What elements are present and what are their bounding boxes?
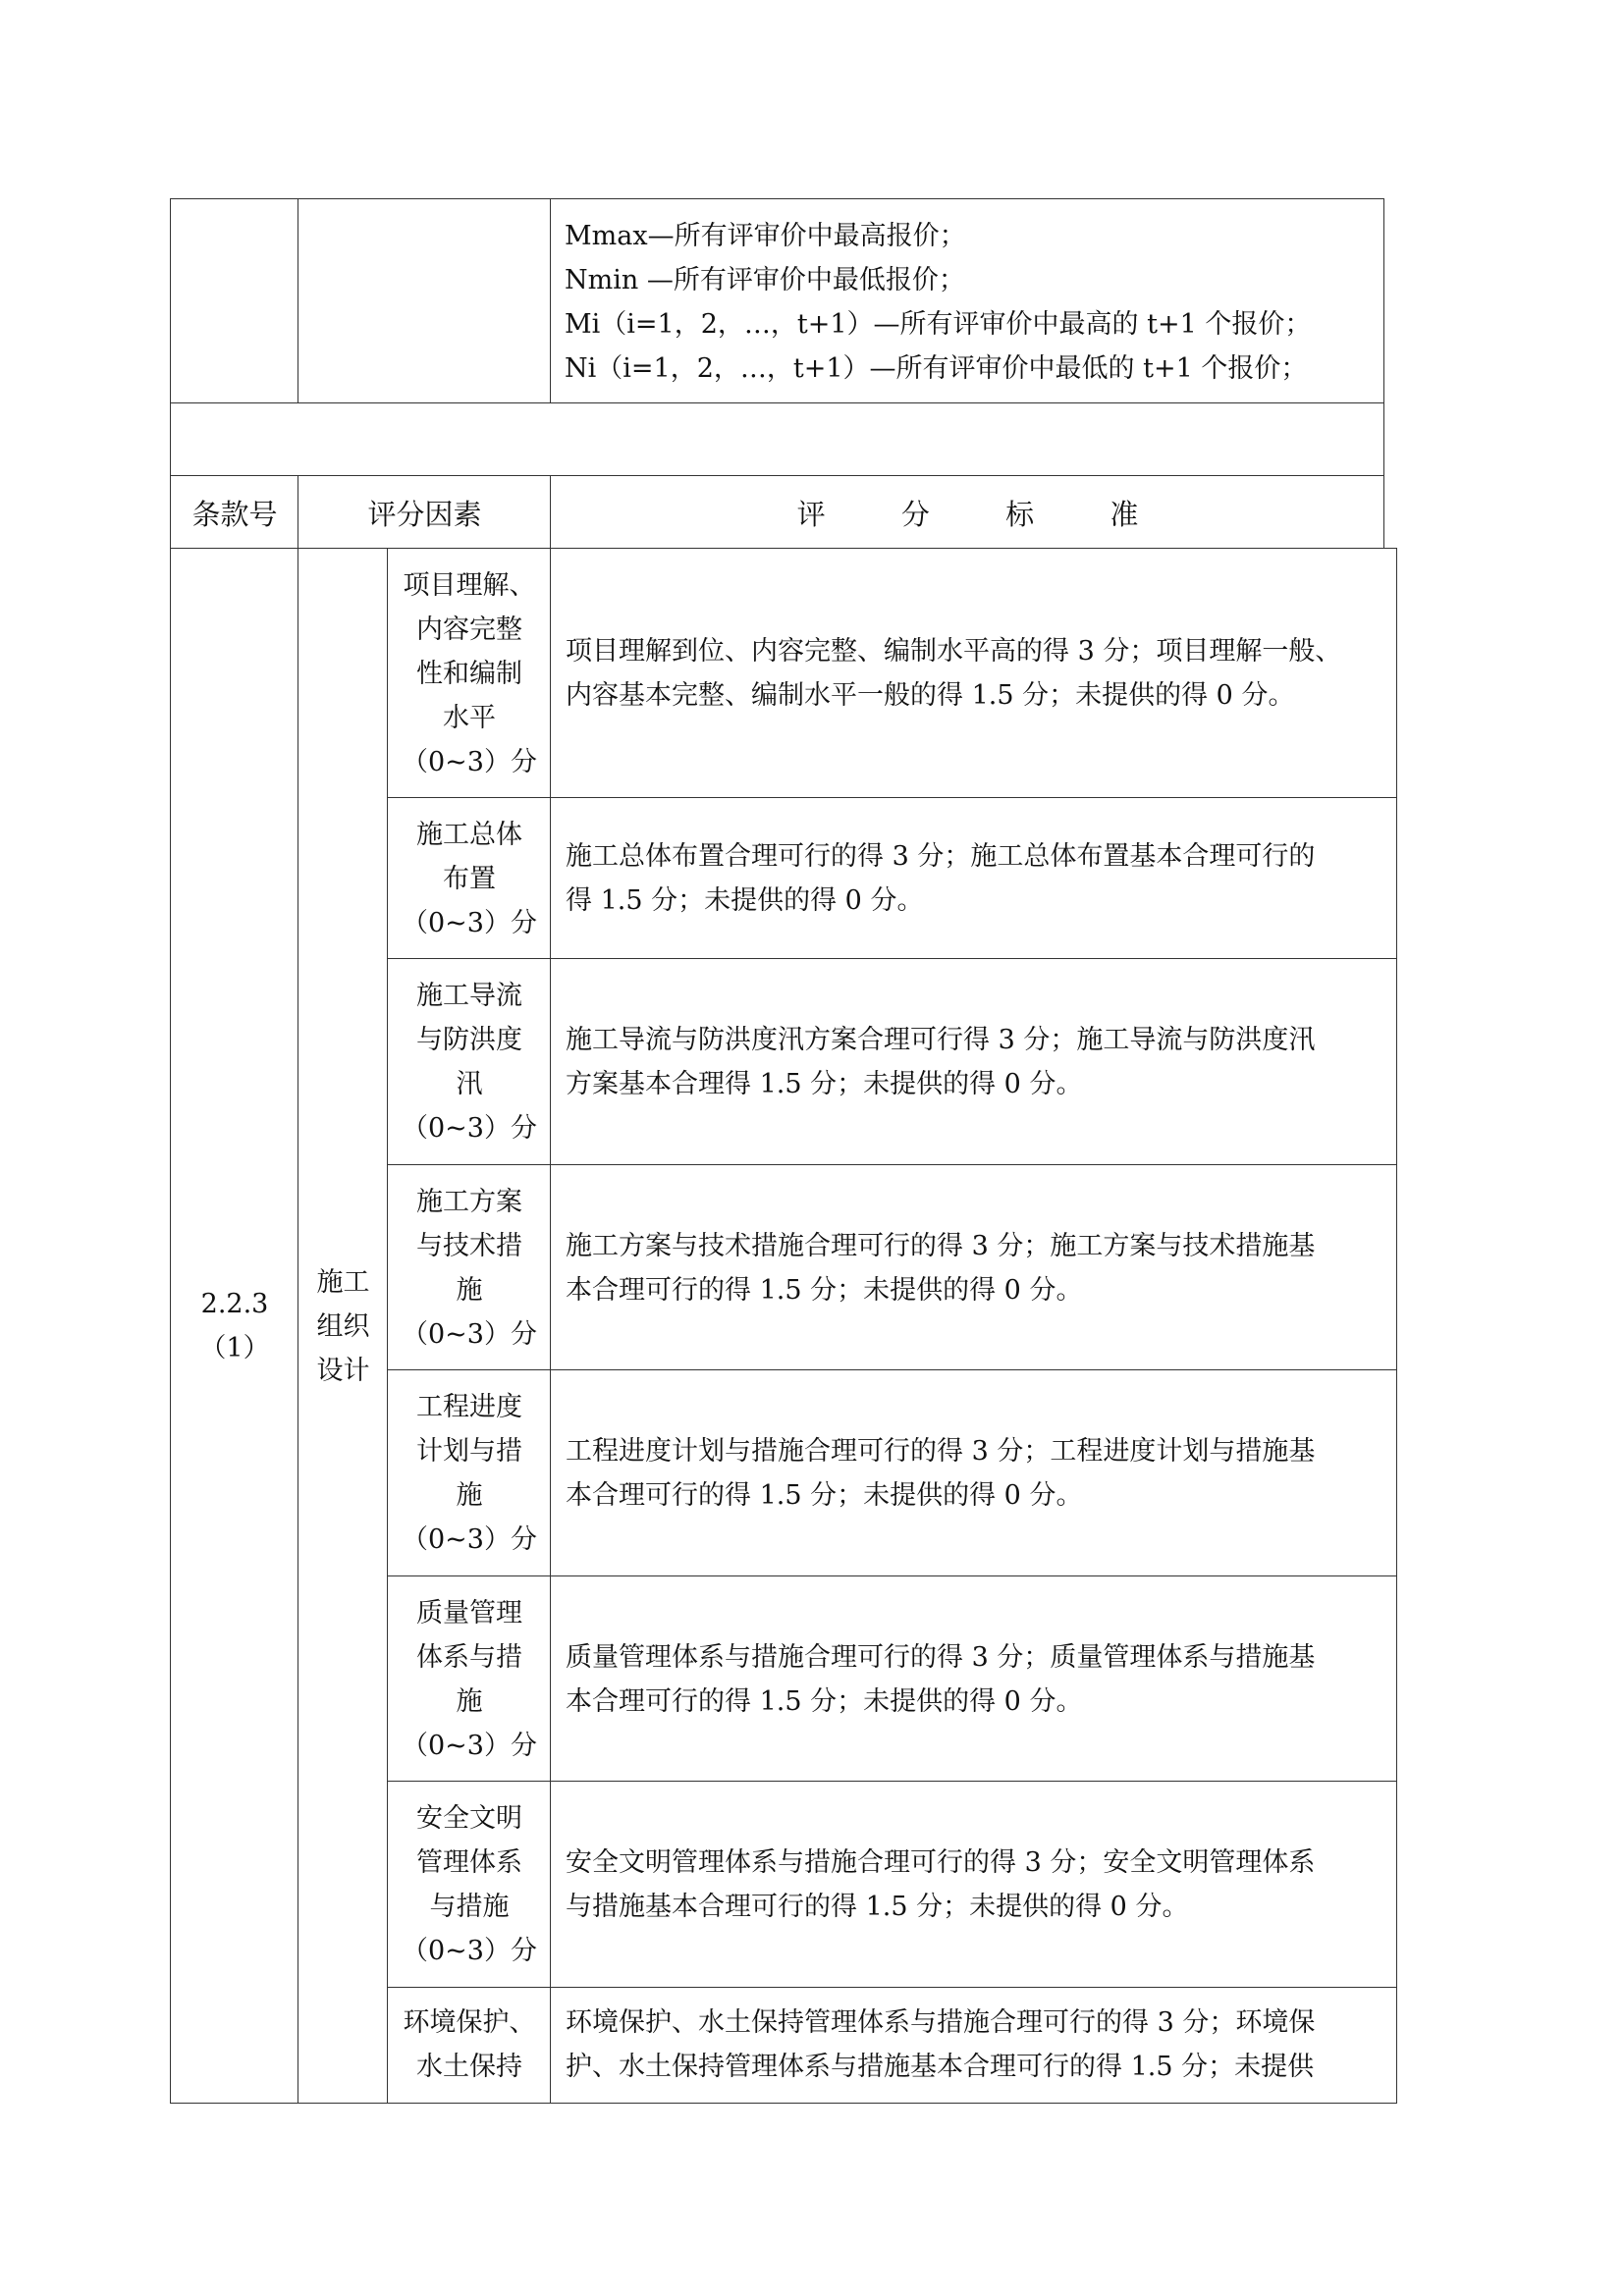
rule — [387, 1164, 1397, 1165]
criteria-cell — [566, 550, 1392, 797]
sub-factor-line: 性和编制 — [416, 658, 522, 689]
rule — [387, 1369, 1397, 1370]
criteria-line: 内容基本完整、编制水平一般的得 1.5 分；未提供的得 0 分。 — [566, 680, 1295, 711]
sub-factor-line: 与技术措 — [416, 1230, 522, 1261]
sub-factor-line: 体系与措 — [416, 1641, 522, 1673]
formula-notes — [565, 214, 1380, 391]
clause-line: 2.2.3 — [200, 1289, 269, 1319]
rule — [170, 402, 1384, 403]
rule — [170, 198, 1384, 199]
rule — [170, 548, 1397, 549]
rule — [387, 797, 1397, 798]
factor-line: 组织 — [316, 1310, 370, 1342]
sub-factor-line: 施 — [456, 1480, 483, 1511]
rule — [387, 1781, 1397, 1782]
rule — [1396, 548, 1397, 2103]
criteria-cell — [566, 799, 1392, 958]
sub-factor-line: 环境保护、 — [403, 2007, 536, 2038]
factor-line: 设计 — [316, 1355, 370, 1386]
criteria-line: 项目理解到位、内容完整、编制水平高的得 3 分；项目理解一般、 — [566, 636, 1342, 667]
criteria-line: 本合理可行的得 1.5 分；未提供的得 0 分。 — [566, 1685, 1083, 1717]
sub-factor-line: 汛 — [456, 1069, 483, 1099]
criteria-cell — [566, 2001, 1392, 2089]
criteria-line: 本合理可行的得 1.5 分；未提供的得 0 分。 — [566, 1480, 1083, 1511]
criteria-line: 施工总体布置合理可行的得 3 分；施工总体布置基本合理可行的 — [566, 841, 1316, 872]
criteria-line: 与措施基本合理可行的得 1.5 分；未提供的得 0 分。 — [566, 1892, 1189, 1922]
sub-factor-line: 管理体系 — [416, 1847, 522, 1878]
sub-factor — [389, 1166, 550, 1369]
sub-factor-line: （0~3）分 — [402, 1936, 537, 1966]
rule — [170, 198, 171, 2103]
sub-factor-line: （0~3）分 — [402, 907, 537, 938]
criteria-line: 护、水土保持管理体系与措施基本合理可行的得 1.5 分；未提供 — [566, 2052, 1315, 2082]
sub-factor — [389, 550, 550, 797]
sub-factor — [389, 1783, 550, 1987]
sub-factor — [389, 1577, 550, 1781]
sub-factor-line: 与防洪度 — [416, 1025, 522, 1055]
header-criteria-text: 评 分 标 准 — [796, 497, 1172, 531]
clause-number — [172, 550, 298, 2103]
sub-factor-line: 计划与措 — [416, 1436, 522, 1467]
sub-factor-line: 安全文明 — [416, 1803, 522, 1834]
rule — [170, 2103, 1397, 2104]
sub-factor — [389, 799, 550, 958]
sub-factor-line: 施工导流 — [416, 981, 522, 1011]
criteria-cell — [566, 960, 1392, 1164]
factor-line: 施工 — [316, 1266, 370, 1298]
criteria-line: 工程进度计划与措施合理可行的得 3 分；工程进度计划与措施基 — [566, 1436, 1316, 1467]
rule — [387, 1575, 1397, 1576]
criteria-line: 本合理可行的得 1.5 分；未提供的得 0 分。 — [566, 1274, 1083, 1306]
criteria-line: 施工导流与防洪度汛方案合理可行得 3 分；施工导流与防洪度汛 — [566, 1025, 1316, 1055]
formula-note: Mmax—所有评审价中最高报价； — [565, 221, 966, 251]
sub-factor-line: （0~3）分 — [402, 746, 537, 777]
sub-factor-line: 质量管理 — [416, 1597, 522, 1629]
formula-note: Mi（i=1，2，…，t+1）—所有评审价中最高的 t+1 个报价； — [565, 309, 1312, 340]
sub-factor-line: 项目理解、 — [403, 569, 536, 601]
criteria-cell — [566, 1577, 1392, 1781]
criteria-line: 施工方案与技术措施合理可行的得 3 分；施工方案与技术措施基 — [566, 1230, 1316, 1261]
sub-factor-line: 与措施 — [429, 1892, 510, 1922]
rule — [387, 548, 388, 2103]
criteria-line: 方案基本合理得 1.5 分；未提供的得 0 分。 — [566, 1069, 1083, 1099]
header-clause: 条款号 — [191, 497, 278, 531]
criteria-cell — [566, 1166, 1392, 1369]
header-factor: 评分因素 — [367, 497, 482, 531]
sub-factor-line: 水土保持 — [416, 2052, 522, 2082]
scoring-factor — [299, 550, 387, 2103]
sub-factor-line: 施 — [456, 1685, 483, 1717]
rule — [170, 475, 1384, 476]
sub-factor-line: 施工总体 — [416, 819, 522, 850]
clause-line: （1） — [199, 1333, 270, 1363]
criteria-line: 得 1.5 分；未提供的得 0 分。 — [566, 885, 924, 916]
rule — [387, 958, 1397, 959]
sub-factor — [389, 1371, 550, 1575]
criteria-cell — [566, 1371, 1392, 1575]
sub-factor-line: 工程进度 — [416, 1392, 522, 1422]
formula-note: Nmin —所有评审价中最低报价； — [565, 265, 965, 295]
rule — [1383, 198, 1384, 548]
rule — [550, 198, 551, 402]
sub-factor-line: 施 — [456, 1274, 483, 1306]
formula-note: Ni（i=1，2，…，t+1）—所有评审价中最低的 t+1 个报价； — [565, 353, 1308, 384]
sub-factor-line: （0~3）分 — [402, 1524, 537, 1555]
rule — [387, 1987, 1397, 1988]
criteria-cell — [566, 1783, 1392, 1987]
rule — [550, 475, 551, 2103]
criteria-line: 质量管理体系与措施合理可行的得 3 分；质量管理体系与措施基 — [566, 1641, 1316, 1673]
header-criteria — [552, 477, 1383, 548]
sub-factor-line: （0~3）分 — [402, 1730, 537, 1761]
sub-factor-line: （0~3）分 — [402, 1318, 537, 1350]
sub-factor-line: 水平 — [443, 702, 496, 733]
sub-factor-line: 施工方案 — [416, 1186, 522, 1217]
criteria-line: 安全文明管理体系与措施合理可行的得 3 分；安全文明管理体系 — [566, 1847, 1316, 1878]
sub-factor — [389, 960, 550, 1164]
sub-factor-line: 内容完整 — [416, 614, 522, 645]
criteria-line: 环境保护、水土保持管理体系与措施合理可行的得 3 分；环境保 — [566, 2007, 1316, 2038]
sub-factor — [389, 2001, 550, 2089]
sub-factor-line: （0~3）分 — [402, 1113, 537, 1144]
sub-factor-line: 布置 — [443, 863, 496, 894]
